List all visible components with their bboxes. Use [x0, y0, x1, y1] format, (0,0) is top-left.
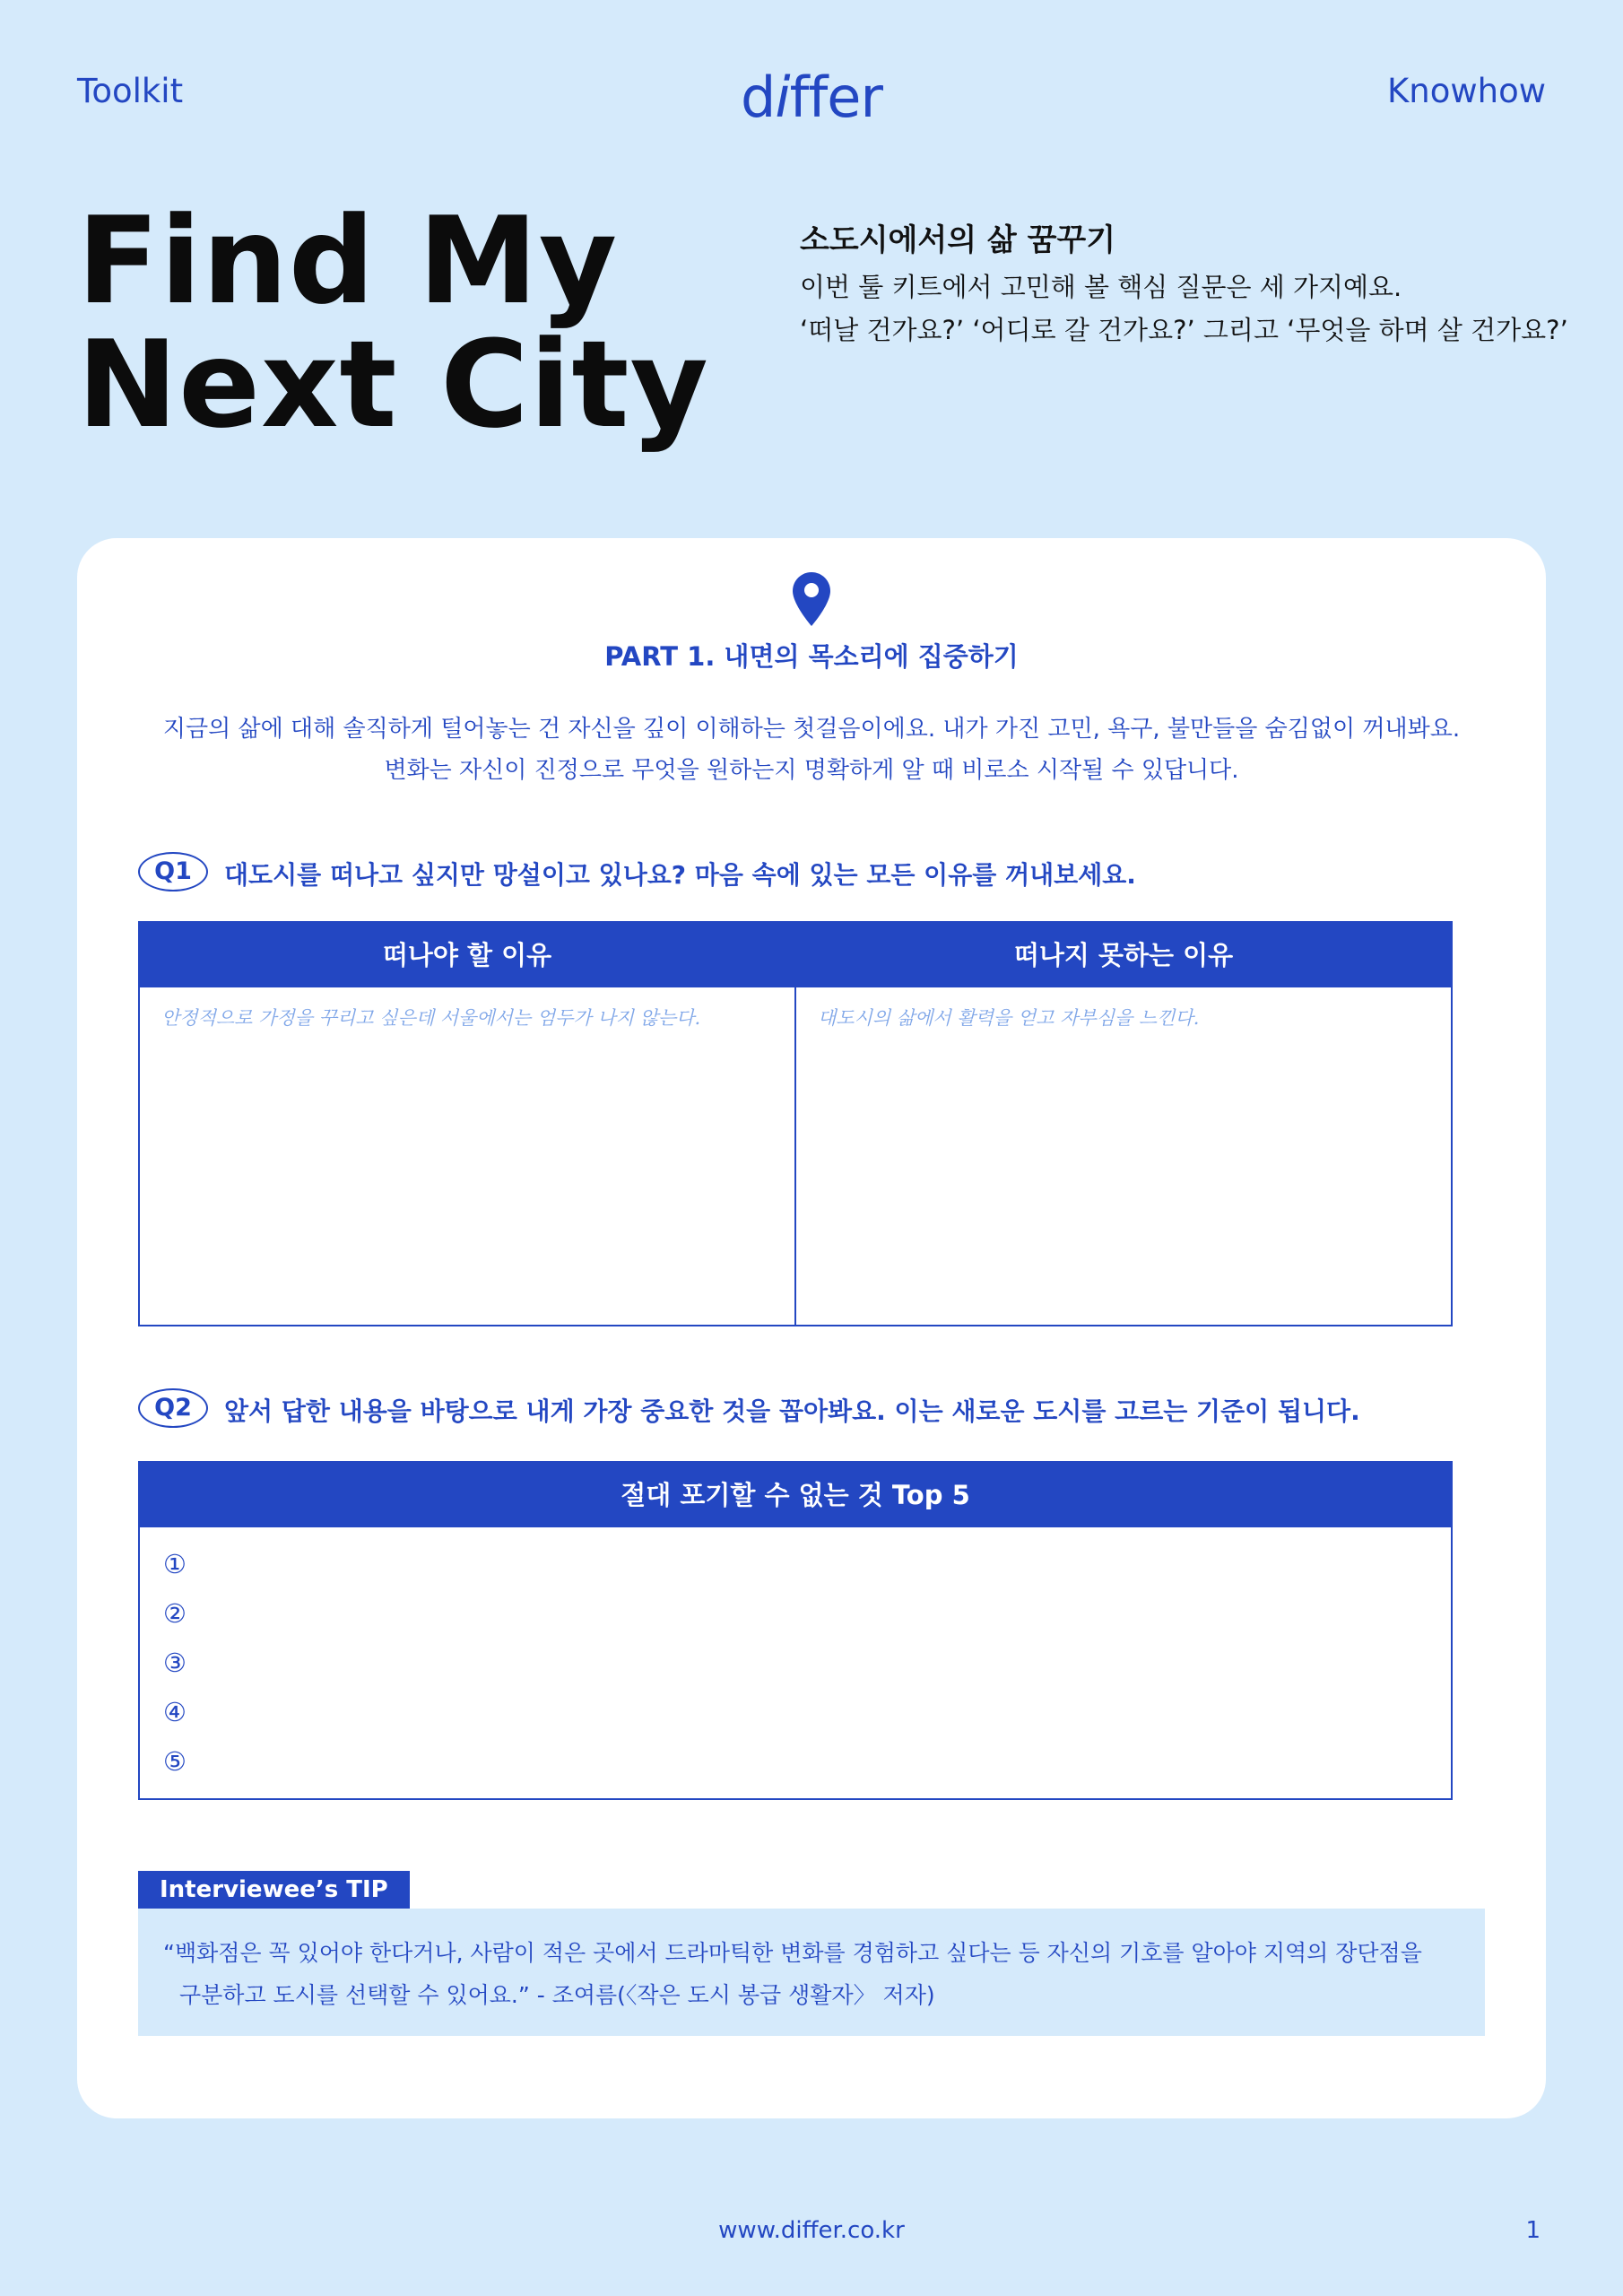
top5-header: 절대 포기할 수 없는 것 Top 5: [140, 1463, 1451, 1527]
intro-text: [800, 265, 1568, 352]
answer-field[interactable]: 대도시의 삶에서 활력을 얻고 자부심을 느낀다.: [818, 1007, 1200, 1029]
intro-line-1: 이번 툴 키트에서 고민해 볼 핵심 질문은 세 가지예요.: [800, 272, 1402, 302]
reasons-table: [138, 921, 1453, 1326]
reasons-column-leave: [140, 923, 794, 1325]
location-pin-icon: [793, 572, 830, 626]
differ-logo: differ: [741, 65, 882, 130]
title-line-1: Find My: [77, 191, 619, 331]
intro-line-2: ‘떠날 건가요?’ ‘어디로 갈 건가요?’ 그리고 ‘무엇을 하며 살 건가요?’: [800, 315, 1568, 345]
tip-line-2: 구분하고 도시를 선택할 수 있어요.” - 조여름(〈작은 도시 봉급 생활자〉 저자): [179, 1982, 935, 2008]
title-line-2: Next City: [77, 315, 709, 455]
top5-item-1[interactable]: ①: [163, 1549, 187, 1579]
top5-table: [138, 1461, 1453, 1800]
q2-question: 앞서 답한 내용을 바탕으로 내게 가장 중요한 것을 꼽아봐요. 이는 새로운 도시를 고르는 기준이 됩니다.: [224, 1396, 1360, 1426]
top5-item-2[interactable]: ②: [163, 1598, 187, 1629]
header-toolkit-link[interactable]: Toolkit: [77, 72, 184, 110]
page-subtitle: 소도시에서의 삶 꿈꾸기: [800, 222, 1116, 258]
top5-item-5[interactable]: ⑤: [163, 1746, 187, 1777]
q1-question: 대도시를 떠나고 싶지만 망설이고 있나요? 마음 속에 있는 모든 이유를 꺼내보세요.: [224, 860, 1136, 890]
tip-line-1: “백화점은 꼭 있어야 한다거나, 사람이 적은 곳에서 드라마틱한 변화를 경험하고 싶다는 등 자신의 기호를 알아야 지역의 장단점을: [163, 1940, 1422, 1966]
q1-badge: Q1: [138, 852, 208, 891]
column-header: 떠나야 할 이유: [140, 923, 794, 987]
tip-quote-box: [138, 1909, 1485, 2036]
reasons-column-stay: [794, 923, 1451, 1325]
footer-url-link[interactable]: www.differ.co.kr: [718, 2217, 905, 2244]
part-title: PART 1. 내면의 목소리에 집중하기: [577, 633, 1046, 677]
column-header: 떠나지 못하는 이유: [796, 923, 1451, 987]
top5-list: [140, 1527, 1451, 1787]
header-knowhow-link[interactable]: Knowhow: [1387, 72, 1546, 110]
part-desc-line-2: 변화는 자신이 진정으로 무엇을 원하는지 명확하게 알 때 비로소 시작될 수 있답니다.: [384, 757, 1239, 784]
top5-item-3[interactable]: ③: [163, 1648, 187, 1678]
top5-item-4[interactable]: ④: [163, 1697, 187, 1727]
answer-field[interactable]: 안정적으로 가정을 꾸리고 싶은데 서울에서는 엄두가 나지 않는다.: [161, 1007, 701, 1029]
part-desc-line-1: 지금의 삶에 대해 솔직하게 털어놓는 건 자신을 깊이 이해하는 첫걸음이에요. 내가 가진 고민, 욕구, 불만들을 숨김없이 꺼내봐요.: [162, 716, 1461, 743]
tip-label: Interviewee’s TIP: [138, 1871, 410, 1909]
q2-badge: Q2: [138, 1388, 208, 1428]
part-description: [0, 709, 1623, 791]
part-heading: [0, 633, 1623, 677]
page-number: 1: [1525, 2217, 1541, 2244]
page-title: [77, 191, 709, 455]
